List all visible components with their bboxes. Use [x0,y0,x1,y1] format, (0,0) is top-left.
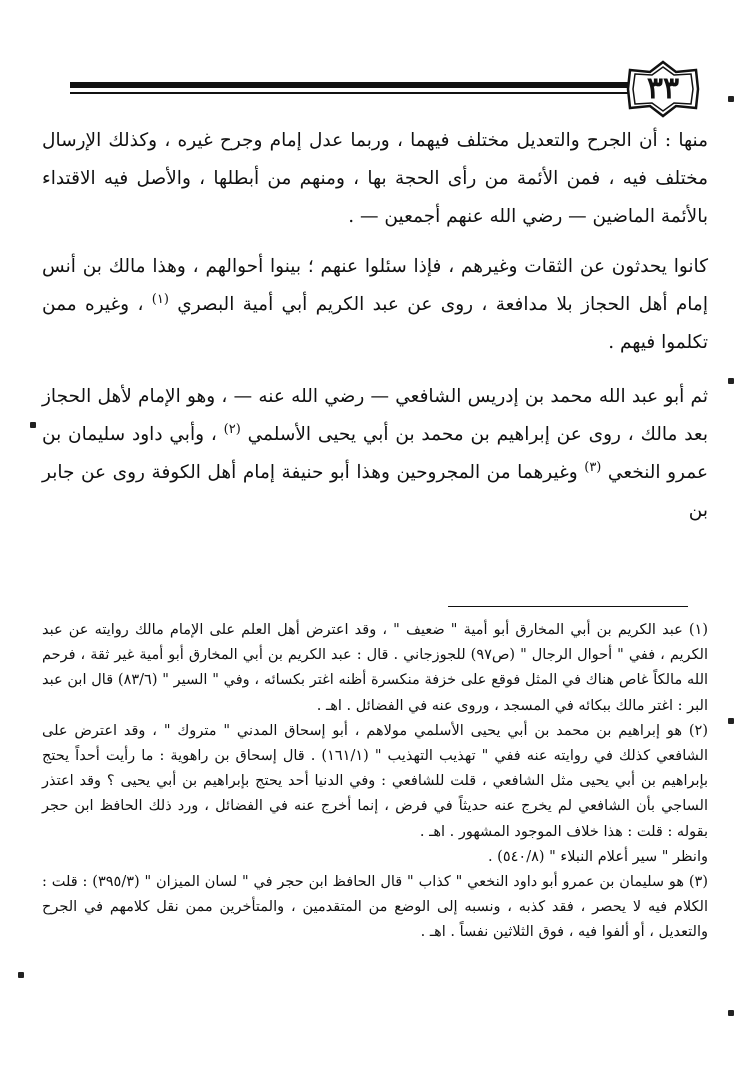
margin-mark [728,96,734,102]
footnote-ref-2: (٢) [223,421,241,437]
footnotes [42,618,708,946]
header-rule [70,82,630,88]
main-text [42,122,708,530]
margin-mark [18,972,24,978]
footnote-3: (٣) هو سليمان بن عمرو أبو داود النخعي " كذاب " قال الحافظ ابن حجر في " لسان الميزان " (٣٩٥/٣) : قلت : الكلام فيه لا يحصر ، فقد كذبه ، ونسبه إلى الوضع من المتقدمين ، والمتأخرين ممن نقل كلامهم في الجرح والتعديل ، أو ألفوا فيه ، فوق الثلاثين نفساً . اهـ . [42,874,708,941]
footnote-ref-1: (١) [151,291,169,307]
footnote-ref-3: (٣) [584,459,602,475]
footnote-2: (٢) هو إبراهيم بن محمد بن أبي يحيى الأسلمي مولاهم ، أبو إسحاق المدني " متروك " ، وقد اعترض على الشافعي كذلك في روايته عنه ففي " تهذيب التهذيب " (١٦١/١) . قال إسحاق بن راهوية : ما رأيت أحداً يحتج بإبراهيم بن أبي يحيى مثل الشافعي ، قلت للشافعي : وفي الدنيا أحد يحتج بإبراهيم بن أبي يحيى ؟ وقد اعتذر الساجي بأن الشافعي لم يخرج عنه حديثاً في فرض ، إنما أخرج عنه في الفضائل ، ورد ذلك الحافظ ابن حجر بقوله : قلت : هذا خلاف الموجود المشهور . اهـ . [42,722,708,840]
page-number: ٣٣ [646,71,680,106]
footnote-1: (١) عبد الكريم بن أبي المخارق أبو أمية " ضعيف " ، وقد اعترض أهل العلم على الإمام مالك روايته عن عبد الكريم ، ففي " أحوال الرجال " (ص٩٧) للجوزجاني . قال : عبد الكريم بن أبي المخارق أبو أمية غير ثقة ، فرحم الله مالكاً غاص هناك في المثل فوقع على خزفة منكسرة أظنه اغتر بكسائه ، وفي " السير " (٨٣/٦) قال ابن عبد البر : اغتر مالك ببكائه في المسجد ، وروى عنه في الفضائل . اهـ . [42,622,709,714]
paragraph-3-text-c: وغيرهما من المجروحين وهذا أبو حنيفة إمام أهل الكوفة روى عن جابر بن [42,462,708,521]
paragraph-2-text-b: ، وغيره ممن تكلموا فيهم . [42,294,708,353]
paragraph-3 [42,378,708,530]
margin-mark [728,718,734,724]
paragraph-1: منها : أن الجرح والتعديل مختلف فيهما ، وربما عدل إمام وجرح غيره ، وكذلك الإرسال مختلف فيه ، فمن الأئمة من رأى الحجة بها ، ومنهم من أبطلها ، والأصل فيه الاقتداء بالأئمة الماضين — رضي الله عنهم أجمعين — . [42,130,708,227]
footnote-2-see-also: وانظر " سير أعلام النبلاء " (٥٤٠/٨) . [487,848,708,865]
paragraph-2 [42,248,708,362]
margin-mark [30,422,36,428]
paragraph-3-text-b: ، وأبي داود سليمان بن عمرو النخعي [42,424,708,483]
margin-mark [728,1010,734,1016]
footnote-separator [448,606,688,607]
header-rule-thin [70,92,630,94]
margin-mark [728,378,734,384]
paragraph-3-text-a: ثم أبو عبد الله محمد بن إدريس الشافعي — رضي الله عنه — ، وهو الإمام لأهل الحجاز بعد مالك ، روى عن إبراهيم بن محمد بن أبي يحيى الأسلمي [42,386,708,445]
paragraph-2-text-a: كانوا يحدثون عن الثقات وغيرهم ، فإذا سئلوا عنهم ؛ بينوا أحوالهم ، وهذا مالك بن أنس إمام أهل الحجاز بلا مدافعة ، روى عن عبد الكريم أبي أمية البصري [42,256,708,315]
